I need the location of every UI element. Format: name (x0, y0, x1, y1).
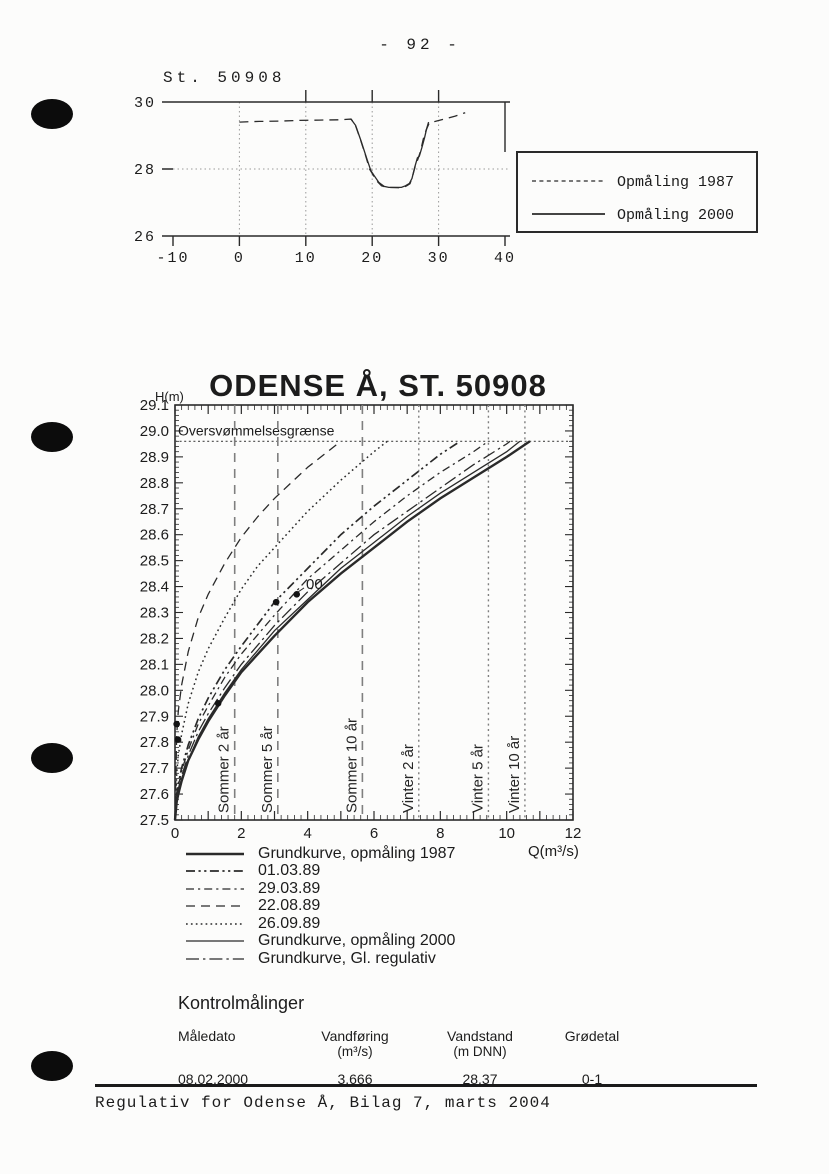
annotation-leader (298, 588, 304, 592)
y-tick-label: 27.5 (139, 812, 169, 829)
legend-swatch (186, 900, 244, 912)
x-tick-label: 0 (233, 250, 245, 267)
x-axis-label: Q(m³/s) (528, 843, 579, 860)
legend-row (186, 880, 526, 898)
y-tick-label: 28.7 (139, 500, 169, 518)
legend-row (186, 898, 526, 916)
hole-punch-mark (31, 99, 73, 129)
main-chart-title: ODENSE Å, ST. 50908 (209, 368, 547, 403)
reference-line-label: Sommer 2 år (215, 726, 233, 813)
profile-series-0 (239, 113, 465, 188)
x-tick-label: 20 (361, 250, 384, 267)
legend-label: 29.03.89 (258, 879, 321, 897)
x-tick-label: 0 (170, 825, 180, 842)
x-tick-label: 10 (294, 250, 317, 267)
hole-punch-mark (31, 1051, 73, 1081)
x-tick-label: 40 (493, 250, 517, 267)
y-tick-label: 28.5 (139, 552, 169, 570)
reference-line-label: Vinter 5 år (469, 744, 487, 813)
reference-line-label: Vinter 2 år (399, 744, 417, 813)
y-tick-label: 28.2 (139, 630, 169, 648)
legend-label: Opmåling 1987 (617, 174, 735, 191)
hole-punch-mark (31, 743, 73, 773)
legend-label: Grundkurve, Gl. regulativ (258, 949, 436, 967)
y-tick-label: 28.1 (139, 656, 169, 674)
measurement-point (175, 736, 182, 743)
y-tick-label: 30 (133, 95, 156, 112)
legend-swatch (186, 953, 244, 965)
y-tick-label: 27.7 (139, 760, 169, 778)
column-header-vandforing-unit: (m³/s) (337, 1044, 373, 1059)
legend-label: 22.08.89 (258, 897, 321, 915)
y-tick-label: 28.3 (139, 604, 169, 622)
y-tick-label: 28.8 (139, 474, 169, 492)
reference-line-label: Vinter 10 år (505, 735, 523, 813)
control-table-header (178, 1028, 648, 1059)
legend-label: Opmåling 2000 (617, 207, 735, 224)
column-header-grodetal: Grødetal (564, 1028, 620, 1044)
column-header-vandstand: Vandstand (447, 1028, 513, 1044)
station-label: St. 50908 (163, 69, 286, 87)
y-tick-label: 29.1 (139, 397, 169, 414)
y-tick-label: 26 (133, 229, 156, 246)
legend-label: Grundkurve, opmåling 2000 (258, 932, 456, 950)
y-axis-label: H(m) (155, 389, 184, 404)
measurement-point (173, 721, 180, 728)
rating-curve-chart (128, 376, 628, 866)
measurement-point (215, 700, 222, 707)
y-tick-label: 28.9 (139, 448, 169, 466)
y-tick-label: 27.6 (139, 786, 169, 804)
control-measurements-section (178, 993, 648, 1087)
x-tick-label: 8 (436, 825, 445, 842)
flood-limit-label: Oversvømmelsesgrænse (178, 422, 335, 439)
reference-line-label: Sommer 5 år (258, 726, 276, 813)
legend-row (186, 950, 526, 968)
footer-text: Regulativ for Odense Å, Bilag 7, marts 2004 (95, 1084, 757, 1112)
legend-label: 26.09.89 (258, 914, 321, 932)
page-number: - 92 - (379, 36, 461, 54)
y-tick-label: 28.0 (139, 682, 169, 700)
x-tick-label: 30 (427, 250, 450, 267)
y-tick-label: 29.0 (139, 422, 169, 440)
x-tick-label: 12 (564, 825, 582, 842)
x-tick-label: 6 (369, 825, 379, 842)
reference-line-label: Sommer 10 år (343, 717, 361, 813)
legend-swatch (186, 848, 244, 860)
y-tick-label: 28 (133, 162, 156, 179)
control-table-cell: 08.02.2000 (178, 1071, 249, 1087)
x-tick-label: 10 (498, 825, 516, 842)
measurement-annotation: 00 (306, 575, 323, 593)
legend-row (186, 845, 526, 863)
control-table-cell: 3.666 (337, 1071, 373, 1087)
rating-curve-legend (186, 845, 526, 968)
profile-series-1 (351, 119, 429, 187)
column-header-vandforing: Vandføring (321, 1028, 389, 1044)
legend-label: 01.03.89 (258, 862, 321, 880)
x-tick-label: 4 (303, 825, 312, 842)
x-tick-label: 2 (237, 825, 246, 842)
legend-row (186, 915, 526, 933)
column-header-maledato: Måledato (178, 1028, 236, 1044)
legend-swatch (186, 883, 244, 895)
y-tick-label: 27.9 (139, 708, 169, 726)
measurement-point (293, 591, 300, 598)
y-tick-label: 28.6 (139, 526, 169, 544)
legend-row (186, 933, 526, 951)
legend-swatch (186, 865, 244, 877)
control-table-cell: 0-1 (581, 1071, 603, 1087)
cross-section-chart (100, 65, 800, 280)
y-tick-label: 27.8 (139, 734, 169, 752)
x-tick-label: -10 (156, 250, 190, 267)
control-table-cell: 28.37 (462, 1071, 498, 1087)
control-section-title: Kontrolmålinger (178, 993, 305, 1013)
legend-swatch (186, 935, 244, 947)
legend-label: Grundkurve, opmåling 1987 (258, 844, 456, 862)
y-tick-label: 28.4 (139, 578, 169, 596)
hole-punch-mark (31, 422, 73, 452)
column-header-vandstand-unit: (m DNN) (453, 1044, 507, 1059)
legend-swatch (186, 918, 244, 930)
measurement-point (273, 599, 280, 606)
legend-row (186, 863, 526, 881)
